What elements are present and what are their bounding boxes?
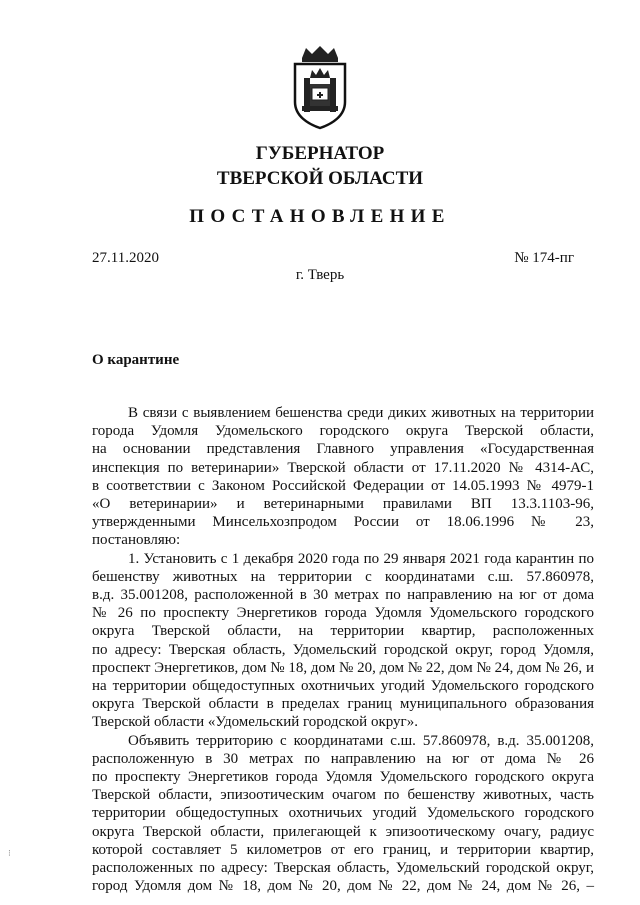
body-line: на основании представления Главного управления «Государственная xyxy=(92,441,594,458)
tver-coat-of-arms-icon xyxy=(290,44,350,130)
body-line: по адресу: Тверская область, Удомельский городской округ, город Удомля, xyxy=(92,641,594,658)
body-line: города Удомля Удомельского городского округа Тверской области, xyxy=(92,423,594,440)
body-line: на территории общедоступных охотничьих угодий Удомельского городского xyxy=(92,678,594,695)
body-line: территории общедоступных охотничьих угодий Удомельского городского xyxy=(92,805,594,822)
body-line: утвержденными Минсельхозпродом России от 18.06.1996 № 23, постановляю: xyxy=(92,514,594,549)
body-line: Тверской области «Удомельский городской округ». xyxy=(92,714,418,731)
document-type: ПОСТАНОВЛЕНИЕ xyxy=(189,206,451,227)
body-line: 1. Установить с 1 декабря 2020 года по 29 января 2021 года карантин по xyxy=(128,550,594,567)
body-line: по проспекту Энергетиков города Удомля Удомельского городского округа xyxy=(92,769,594,786)
body-line: округа Тверской области в пределах границ муниципального образования xyxy=(92,696,594,713)
body-line: инспекция по ветеринарии» Тверской области от 17.11.2020 № 4314-АС, xyxy=(92,459,594,476)
body-line: округа Тверской области, прилегающей к эпизоотическому очагу, радиус xyxy=(92,823,594,840)
body-line: расположенную в 30 метрах по направлению на юг от дома № 26 xyxy=(92,750,594,767)
body-line: В связи с выявлением бешенства среди диких животных на территории xyxy=(128,405,594,421)
body-line: город Удомля дом № 18, дом № 20, дом № 22, дом № 24, дом № 26, – xyxy=(92,878,594,895)
body-line: бешенству животных на территории с координатами с.ш. 57.860978, xyxy=(92,568,594,585)
body-line: в соответствии с Законом Российской Федерации от 14.05.1993 № 4979-1 xyxy=(92,477,594,494)
issuer-region: ТВЕРСКОЙ ОБЛАСТИ xyxy=(216,168,424,189)
body-line: которой составляет 5 километров от его границ, и территории квартир, xyxy=(92,841,594,858)
document-body xyxy=(92,404,594,895)
body-line: «О ветеринарии» и ветеринарными правилами ВП 13.3.1103-96, xyxy=(92,496,594,513)
body-line: округа Тверской области, на территории квартир, расположенных xyxy=(92,623,594,640)
body-line: в.д. 35.001208, расположенной в 30 метрах по направлению на юг от дома xyxy=(92,587,594,604)
body-line: Объявить территорию с координатами с.ш. 57.860978, в.д. 35.001208, xyxy=(128,732,594,749)
issuer-title: ГУБЕРНАТОР xyxy=(255,143,385,164)
body-line: расположенных по адресу: Тверская область, Удомельский городской округ, xyxy=(92,860,594,877)
body-line: № 26 по проспекту Энергетиков города Удомля Удомельского городского xyxy=(92,605,594,622)
document-city: г. Тверь xyxy=(295,267,345,283)
document-date: 27.11.2020 xyxy=(92,250,159,266)
document-number: № 174-пг xyxy=(514,250,574,266)
scan-margin-mark: ⁝ xyxy=(8,848,11,858)
body-line: Тверской области, эпизоотическим очагом по бешенству животных, часть xyxy=(92,787,594,804)
document-subject: О карантине xyxy=(92,352,180,368)
body-line: проспект Энергетиков, дом № 18, дом № 20, дом № 22, дом № 24, дом № 26, и xyxy=(92,659,594,676)
